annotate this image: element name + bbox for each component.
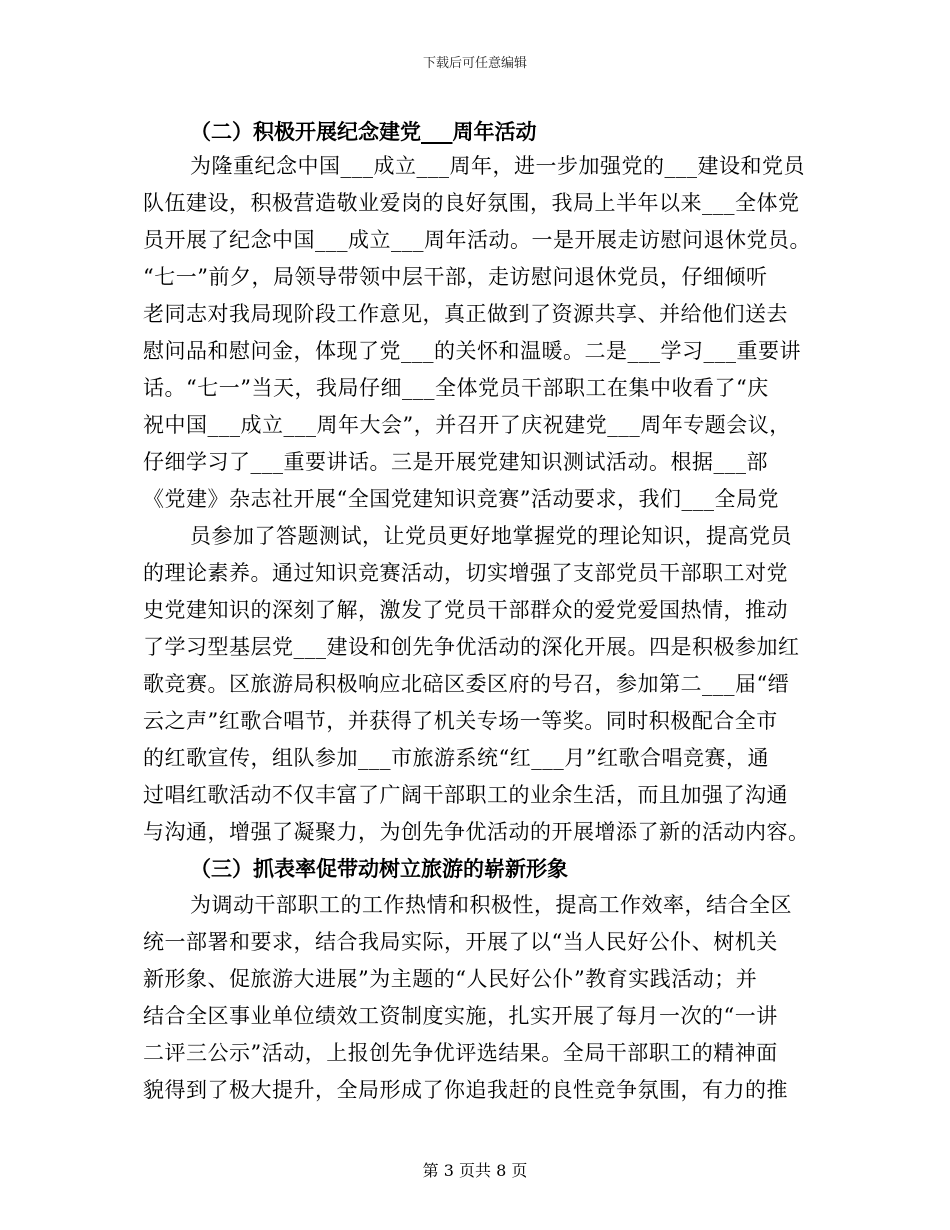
paragraph-line: 歌竞赛。区旅游局积极响应北碚区委区府的号召，参加第二___届“缙 bbox=[143, 672, 790, 696]
paragraph-line: 员开展了纪念中国___成立___周年活动。一是开展走访慰问退休党员。 bbox=[143, 228, 811, 252]
paragraph-line: 二评三公示”活动，上报创先争优评选结果。全局干部职工的精神面 bbox=[143, 1041, 778, 1065]
paragraph-line: 队伍建设，积极营造敬业爱岗的良好氛围，我局上半年以来___全体党 bbox=[143, 191, 800, 215]
paragraph-line: 过唱红歌活动不仅丰富了广阔干部职工的业余生活，而且加强了沟通 bbox=[143, 783, 788, 807]
paragraph-line: 慰问品和慰问金，体现了党___的关怀和温暖。二是___学习___重要讲 bbox=[143, 339, 801, 363]
paragraph-line: 新形象、促旅游大进展”为主题的“人民好公仆”教育实践活动；并 bbox=[143, 967, 758, 991]
paragraph-line: 云之声”红歌合唱节，并获得了机关专场一等奖。同时积极配合全市 bbox=[143, 709, 778, 733]
paragraph-line: 与沟通，增强了凝聚力，为创先争优活动的开展增添了新的活动内容。 bbox=[143, 820, 810, 844]
paragraph-line: 祝中国___成立___周年大会”，并召开了庆祝建党___周年专题会议， bbox=[143, 413, 791, 437]
paragraph-line: 史党建知识的深刻了解，激发了党员干部群众的爱党爱国热情，推动 bbox=[143, 598, 788, 622]
section-2-heading: （二）积极开展纪念建党___周年活动 bbox=[190, 120, 537, 144]
paragraph-line: 老同志对我局现阶段工作意见，真正做到了资源共享、并给他们送去 bbox=[143, 302, 788, 326]
paragraph-line: 结合全区事业单位绩效工资制度实施，扎实开展了每月一次的“一讲 bbox=[143, 1004, 778, 1028]
paragraph-line: 员参加了答题测试，让党员更好地掌握党的理论知识，提高党员 bbox=[190, 524, 792, 548]
paragraph-line: 仔细学习了___重要讲话。三是开展党建知识测试活动。根据___部 bbox=[143, 450, 768, 474]
header-note: 下载后可任意编辑 bbox=[422, 56, 527, 71]
paragraph-line: 为调动干部职工的工作热情和积极性，提高工作效率，结合全区 bbox=[190, 893, 792, 917]
paragraph-line: 话。“七一”当天，我局仔细___全体党员干部职工在集中收看了“庆 bbox=[143, 376, 769, 400]
paragraph-line: 为隆重纪念中国___成立___周年，进一步加强党的___建设和党员 bbox=[190, 154, 805, 178]
paragraph-line: 的理论素养。通过知识竞赛活动，切实增强了支部党员干部职工对党 bbox=[143, 561, 788, 585]
page-footer: 第 3 页共 8 页 bbox=[422, 1161, 528, 1180]
paragraph-line: 统一部署和要求，结合我局实际，开展了以“当人民好公仆、树机关 bbox=[143, 930, 778, 954]
paragraph-line: 了学习型基层党___建设和创先争优活动的深化开展。四是积极参加红 bbox=[143, 635, 800, 659]
paragraph-line: 《党建》杂志社开展“全国党建知识竞赛”活动要求，我们___全局党 bbox=[143, 487, 779, 511]
paragraph-line: 貌得到了极大提升，全局形成了你追我赶的良性竞争氛围，有力的推 bbox=[143, 1078, 788, 1102]
paragraph-line: “七一”前夕，局领导带领中层干部，走访慰问退休党员，仔细倾听 bbox=[143, 265, 768, 289]
paragraph-line: 的红歌宣传，组队参加___市旅游系统“红___月”红歌合唱竞赛，通 bbox=[143, 746, 769, 770]
section-3-heading: （三）抓表率促带动树立旅游的崭新形象 bbox=[190, 857, 568, 881]
